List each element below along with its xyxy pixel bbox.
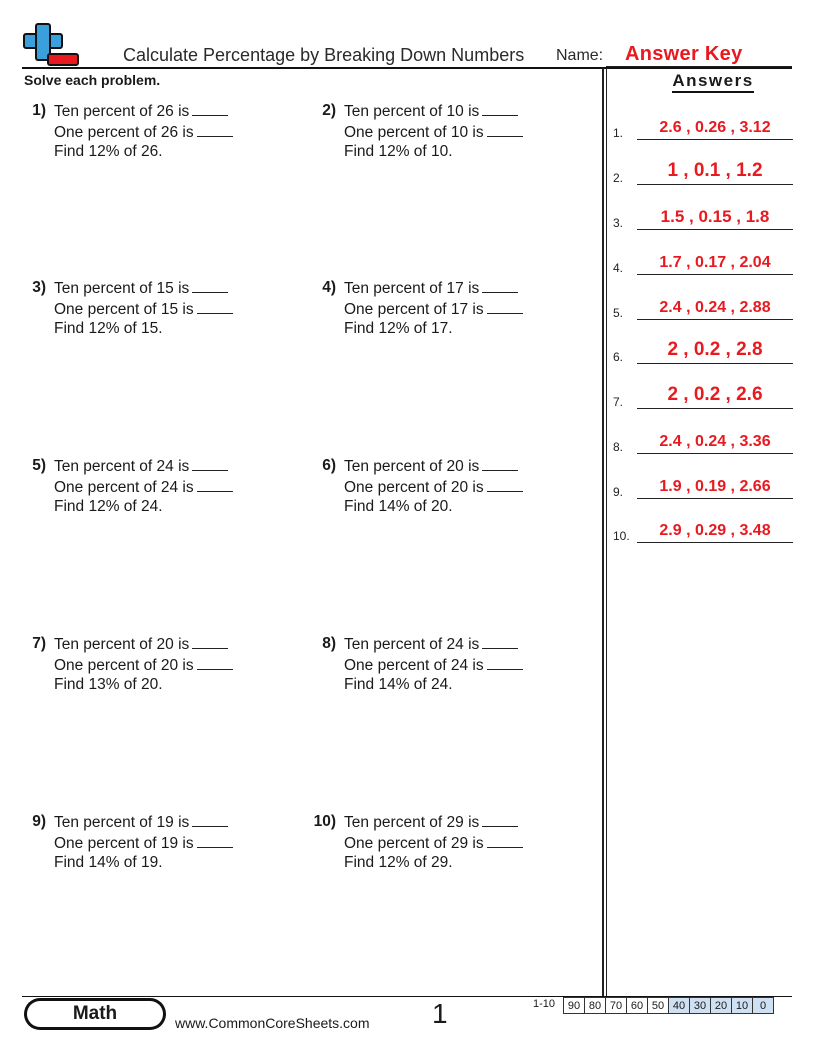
- answer-line: [637, 542, 793, 543]
- answer-blank: [197, 299, 233, 314]
- answer-value: 1.9 , 0.19 , 2.66: [659, 478, 771, 495]
- answer-value: 2.4 , 0.24 , 3.36: [659, 433, 771, 450]
- answer-row-10: [613, 519, 793, 543]
- answer-blank: [487, 655, 523, 670]
- score-cell: 20: [711, 998, 732, 1014]
- problem-line: One percent of 24 is: [344, 656, 484, 674]
- answer-blank: [482, 101, 518, 116]
- answer-value: 2 , 0.2 , 2.6: [667, 384, 763, 405]
- answer-value: 2.9 , 0.29 , 3.48: [659, 522, 771, 539]
- score-cell: 30: [690, 998, 711, 1014]
- answer-value: 2.6 , 0.26 , 3.12: [659, 119, 771, 136]
- answer-blank: [487, 833, 523, 848]
- problem-line: Ten percent of 20 is: [344, 458, 480, 475]
- answer-value: 2 , 0.2 , 2.8: [667, 339, 763, 360]
- problem-question: Find 14% of 20.: [344, 498, 453, 515]
- problem-line: Ten percent of 24 is: [344, 636, 480, 653]
- answer-blank: [197, 122, 233, 137]
- problem-line: One percent of 26 is: [54, 123, 194, 141]
- problem-line: Ten percent of 26 is: [54, 103, 190, 120]
- site-url: www.CommonCoreSheets.com: [175, 1015, 370, 1031]
- problem-line: One percent of 19 is: [54, 834, 194, 852]
- problem-line: Ten percent of 17 is: [344, 280, 480, 297]
- score-cell: 70: [606, 998, 627, 1014]
- problem-line: One percent of 20 is: [344, 478, 484, 496]
- problem-number: 9): [32, 813, 46, 830]
- answer-number: 3.: [613, 216, 624, 230]
- answer-blank: [197, 833, 233, 848]
- problem-line: One percent of 24 is: [54, 478, 194, 496]
- answer-number: 9.: [613, 485, 624, 499]
- answers-heading-text: Answers: [672, 71, 753, 93]
- problem-line: Ten percent of 15 is: [54, 280, 190, 297]
- column-divider: [602, 68, 604, 996]
- answer-blank: [487, 477, 523, 492]
- answer-blank: [482, 634, 518, 649]
- problem-question: Find 14% of 24.: [344, 676, 453, 693]
- page-number: 1: [432, 998, 448, 1029]
- answer-row-3: [613, 206, 793, 230]
- answer-row-6: [613, 340, 793, 364]
- answer-number: 7.: [613, 395, 624, 409]
- answer-value: 2.4 , 0.24 , 2.88: [659, 299, 771, 316]
- answer-line: [637, 229, 793, 230]
- answer-blank: [482, 456, 518, 471]
- answer-number: 6.: [613, 350, 624, 364]
- answer-line: [637, 184, 793, 185]
- problem-number: 6): [322, 457, 336, 474]
- answer-row-9: [613, 475, 793, 499]
- plus-minus-logo-icon: [22, 22, 80, 68]
- problem-number: 8): [322, 635, 336, 652]
- score-cell: 80: [585, 998, 606, 1014]
- answer-line: [637, 274, 793, 275]
- score-cell: 40: [669, 998, 690, 1014]
- problem-question: Find 12% of 29.: [344, 854, 453, 871]
- problem-number: 2): [322, 102, 336, 119]
- answer-blank: [192, 456, 228, 471]
- answer-row-7: [613, 385, 793, 409]
- answer-line: [637, 319, 793, 320]
- problem-question: Find 12% of 15.: [54, 320, 163, 337]
- problem-number: 7): [32, 635, 46, 652]
- answer-line: [637, 363, 793, 364]
- answers-heading: [606, 71, 816, 91]
- answer-line: [637, 453, 793, 454]
- problem-line: One percent of 20 is: [54, 656, 194, 674]
- answer-number: 5.: [613, 306, 624, 320]
- answer-row-5: [613, 296, 793, 320]
- answer-line: [637, 408, 793, 409]
- answer-number: 2.: [613, 171, 624, 185]
- score-cell: 90: [564, 998, 585, 1014]
- answer-blank: [192, 812, 228, 827]
- answer-blank: [192, 634, 228, 649]
- answer-line: [637, 139, 793, 140]
- answer-row-4: [613, 251, 793, 275]
- column-divider-inner: [606, 68, 607, 996]
- answer-value: 1 , 0.1 , 1.2: [667, 160, 763, 181]
- answer-line: [637, 498, 793, 499]
- answer-blank: [487, 122, 523, 137]
- problem-line: Ten percent of 10 is: [344, 103, 480, 120]
- problem-line: One percent of 17 is: [344, 300, 484, 318]
- problem-line: One percent of 10 is: [344, 123, 484, 141]
- subject-badge: [24, 998, 166, 1030]
- problem-question: Find 12% of 10.: [344, 143, 453, 160]
- problem-number: 3): [32, 279, 46, 296]
- problem-number: 5): [32, 457, 46, 474]
- subject-label: Math: [27, 1001, 163, 1027]
- answer-key-label: Answer Key: [625, 43, 743, 65]
- score-cell: 50: [648, 998, 669, 1014]
- answer-blank: [197, 477, 233, 492]
- answer-blank: [192, 101, 228, 116]
- problem-number: 1): [32, 102, 46, 119]
- problem-number: 4): [322, 279, 336, 296]
- answer-number: 1.: [613, 126, 624, 140]
- answer-blank: [192, 278, 228, 293]
- problem-line: One percent of 29 is: [344, 834, 484, 852]
- problem-line: One percent of 15 is: [54, 300, 194, 318]
- answer-blank: [197, 655, 233, 670]
- problem-line: Ten percent of 19 is: [54, 814, 190, 831]
- score-table: [563, 997, 774, 1014]
- problem-line: Ten percent of 29 is: [344, 814, 480, 831]
- score-cell: 0: [753, 998, 774, 1014]
- problem-question: Find 14% of 19.: [54, 854, 163, 871]
- header-divider: [22, 67, 792, 69]
- problem-number: 10): [313, 813, 336, 830]
- answer-row-2: [613, 161, 793, 185]
- answer-row-8: [613, 430, 793, 454]
- answer-blank: [482, 812, 518, 827]
- answer-number: 8.: [613, 440, 624, 454]
- problem-question: Find 12% of 26.: [54, 143, 163, 160]
- answer-blank: [487, 299, 523, 314]
- problem-line: Ten percent of 24 is: [54, 458, 190, 475]
- score-cell: 60: [627, 998, 648, 1014]
- problem-line: Ten percent of 20 is: [54, 636, 190, 653]
- answer-value: 1.7 , 0.17 , 2.04: [659, 254, 771, 271]
- answer-blank: [482, 278, 518, 293]
- problem-question: Find 12% of 24.: [54, 498, 163, 515]
- problem-question: Find 13% of 20.: [54, 676, 163, 693]
- instructions: Solve each problem.: [24, 72, 161, 88]
- name-label: Name:: [556, 47, 604, 64]
- score-cell: 10: [732, 998, 753, 1014]
- page-title: Calculate Percentage by Breaking Down Numbers: [123, 45, 525, 65]
- answer-number: 10.: [613, 529, 630, 543]
- score-range-label: 1-10: [533, 998, 556, 1010]
- answer-number: 4.: [613, 261, 624, 275]
- answer-row-1: [613, 116, 793, 140]
- problem-question: Find 12% of 17.: [344, 320, 453, 337]
- answer-value: 1.5 , 0.15 , 1.8: [660, 207, 770, 226]
